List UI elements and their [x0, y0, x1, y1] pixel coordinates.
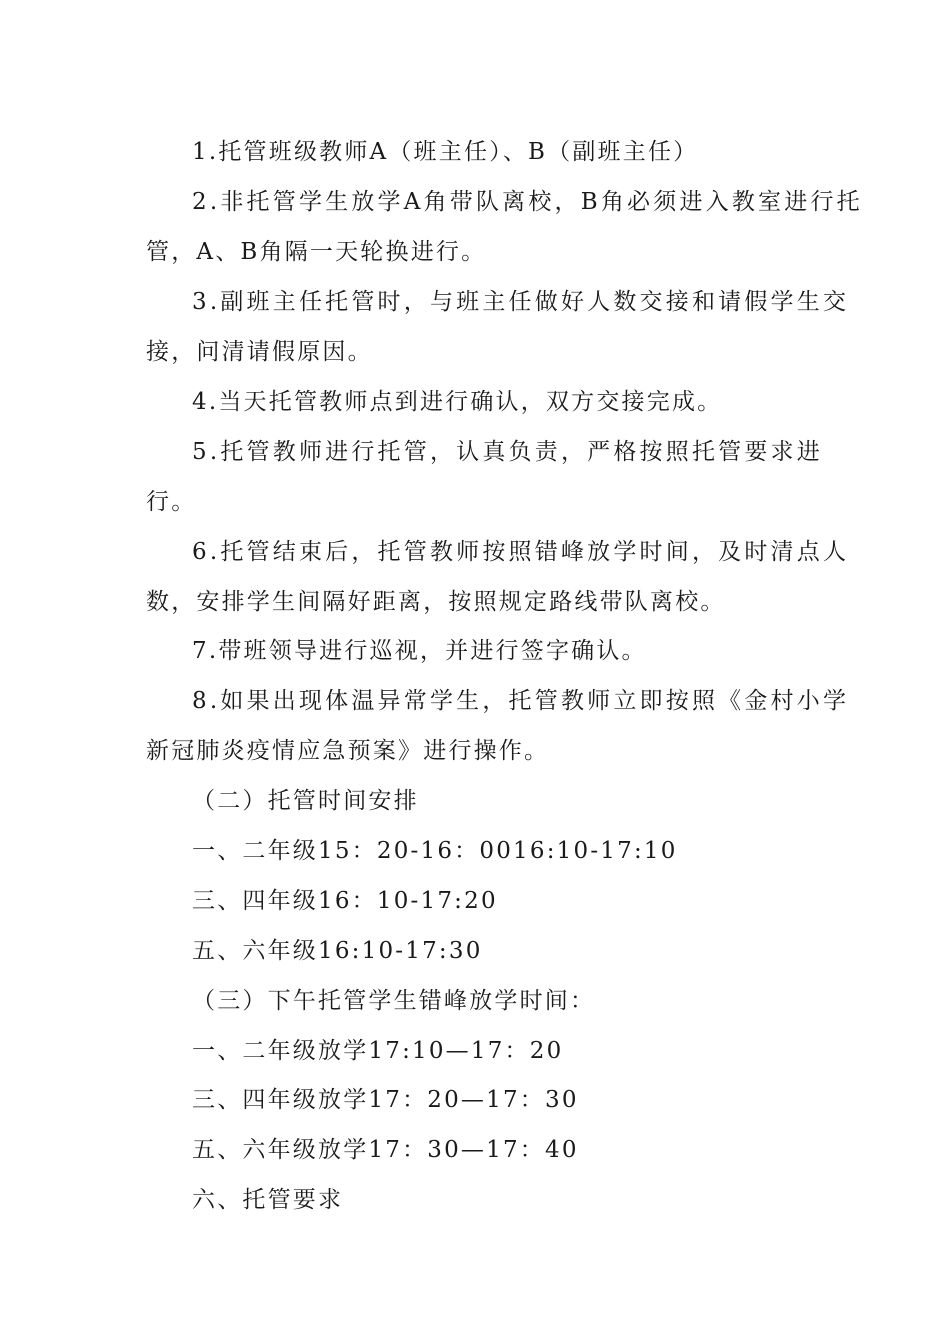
text-line: 3.副班主任托管时，与班主任做好人数交接和请假学生交	[192, 289, 850, 315]
text-line: 一、二年级15：20-16：0016:10-17:10	[192, 838, 678, 864]
section-heading: 六、托管要求	[192, 1187, 344, 1213]
text-line: 三、四年级16：10-17:20	[192, 888, 498, 914]
text-line: 五、六年级16:10-17:30	[192, 938, 483, 964]
text-line: 8.如果出现体温异常学生，托管教师立即按照《金村小学	[192, 688, 850, 714]
text-line: 五、六年级放学17：30—17：40	[192, 1137, 579, 1163]
text-line: 管，A、B角隔一天轮换进行。	[146, 239, 487, 265]
text-line: 6.托管结束后，托管教师按照错峰放学时间，及时清点人	[192, 539, 850, 565]
section-heading: （三）下午托管学生错峰放学时间：	[192, 988, 596, 1014]
text-line: 7.带班领导进行巡视，并进行签字确认。	[192, 638, 647, 664]
text-line: 三、四年级放学17：20—17：30	[192, 1087, 579, 1113]
text-line: 行。	[146, 489, 197, 515]
text-line: 1.托管班级教师A（班主任）、B（副班主任）	[192, 139, 699, 165]
text-line: 5.托管教师进行托管，认真负责，严格按照托管要求进	[192, 439, 823, 465]
text-line: 新冠肺炎疫情应急预案》进行操作。	[146, 738, 550, 764]
text-line: 2.非托管学生放学A角带队离校，B角必须进入教室进行托	[192, 189, 863, 215]
text-line: 接，问清请假原因。	[146, 339, 373, 365]
section-heading: （二）托管时间安排	[192, 788, 419, 814]
text-line: 4.当天托管教师点到进行确认，双方交接完成。	[192, 389, 723, 415]
text-line: 一、二年级放学17:10—17：20	[192, 1038, 564, 1064]
text-line: 数，安排学生间隔好距离，按照规定路线带队离校。	[146, 589, 726, 615]
